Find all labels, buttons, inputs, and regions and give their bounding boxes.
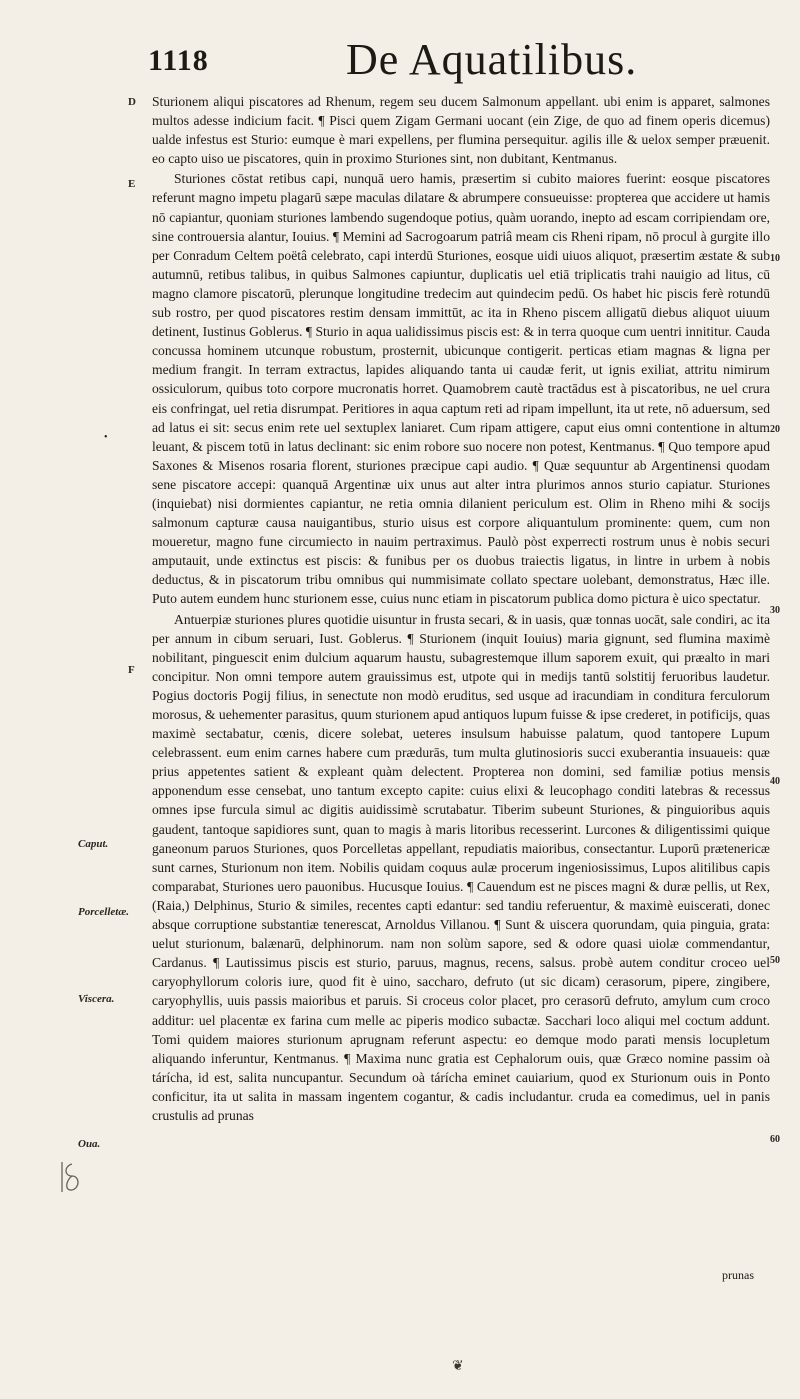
margin-note-viscera: Viscera. xyxy=(78,993,115,1005)
margin-numeral-60: 60 xyxy=(770,1134,780,1145)
margin-note-porcellete: Porcelletæ. xyxy=(78,906,130,918)
margin-numeral-30: 30 xyxy=(770,605,780,616)
margin-numeral-40: 40 xyxy=(770,776,780,787)
running-title: De Aquatilibus. xyxy=(346,35,638,84)
margin-numeral-50: 50 xyxy=(770,955,780,966)
margin-letter-f: F xyxy=(128,664,135,676)
paragraph: Antuerpiæ sturiones plures quotidie uisuntur in frusta secari, & in uasis, quæ tonnas uocāt, sale condiri, ac ita per annum in cibum seruari, Iust. Goblerus. ¶ Sturionem (inquit Iouius) maria gignunt, sed flumina maximè nobilitant, pinguescit enim dulcium aquarum haustu, subagrestemque illum saporem exuit, qui præalto in mari concipitur. Non omni tempore autem grauissimus est, utpote qui in medijs tantū solstitij feruoribus laudetur. Pogius doctoris Pogij filius, in senectute non modò eruditus, sed usque ad iracundiam in conditura ferculorum morosus, & uehementer parasitus, quum sturionem apud antiquos lupum fuisse & ipse crederet, in potificijs, quas maximè sectabatur, cœnis, dicere solebat, ueteres insulsum habuisse palatum, quod tantopere Lupum celebrassent. eum enim carnes habere cum prædurās, tum multa glutinosioris succi exuberantia insuaueis: quæ prius appetentes satient & expleant quàm delectent. Propterea non domini, sed familiæ potius mensis apponendum esse censebat, uno tantum excepto capite: cuius elixi & leucophago conditi latebras & recessus omnes ipse furcula simul ac digitis auidissimè scrutabatur. Tiberim subeunt Sturiones, & pinguioribus aquis gaudent, tantoque sapidiores sunt, quan to magis à maris litoribus recesserint. Lurcones & diligentissimi quique ganeonum paruos Sturiones, quos Porcelletas appellant, repudiatis maioribus, consectantur. Luporū prætenericæ sunt carnes, Sturionum non item. Nobilis quidam coquus aulæ procerum ingeniosissimus, Lupos alitilibus capis comparabat, Sturiones uero pauonibus. Hucusque Iouius. ¶ Cauendum est ne pisces magni & duræ pellis, ut Rex, (Raia,) Delphinus, Sturio & similes, recentes capti edantur: sed tandiu referuentur, & maximè euiscerati, donec absque corruptione substantiæ tenerescat, Arnoldus Villanou. ¶ Sunt & uiscera quorundam, quia pinguia, grata: uelut sturionum, balænarū, delphinorum. nam non solùm sapore, sed & odore quasi uiolæ commendantur, Cardanus. ¶ Lautissimus piscis est sturio, paruus, magnus, recens, salsus. probè autem conditur croceo uel caryophyllorum coloris iure, quod fit è uino, saccharo, defruto (ut sic dicam) cerasorum, pipere, zingibere, caryophyllis, uuis passis maioribus et paruis. Si croceus color placet, pro cerasorū defruto, amylum cum croco additur: uel placentæ ex farina cum melle ac piperis modico subactæ. Sacchari loco aliqui mel coctum addunt. Tomi quidem maiores sturionum aprugnam referunt aspectu: eo demque modo parati mensis locupletum aliquando inferuntur, Kentmanus. ¶ Maxima nunc gratia est Cephalorum ouis, quæ Græco nomine passim oà tárícha, id est, salita nuncupantur. Secundum oà tárícha eminet cauiarium, quod ex Sturionum ouis in Ponto conficitur, ita ut salita in massam ingentem cogantur, & cadis includantur. cruda ea comedimus, uel in panis crustulis ad prunas xyxy=(152,611,770,1123)
ornament-icon: ❦ xyxy=(452,1359,464,1374)
margin-numeral-10: 10 xyxy=(770,253,780,264)
catchword: prunas xyxy=(722,1268,754,1282)
margin-letter-d: D xyxy=(128,96,136,108)
folio-number: 1118 xyxy=(148,44,209,77)
margin-numeral-20: 20 xyxy=(770,424,780,435)
margin-note-oua: Oua. xyxy=(78,1138,101,1150)
paragraph: Sturionem aliqui piscatores ad Rhenum, regem seu ducem Salmonum appellant. ubi enim is apparet, salmones multos adesse indicium facit. ¶ Pisci quem Zigam Germani uocant (ein Zige, de quo ad finem operis dicemus) ualde infestus est Sturio: eumque è mari expellens, per flumina persequitur. agilis ille & uelox semper præuenit. eo capto uiso ue piscatores, quin in proximo Sturiones sint, non dubitant, Kentmanus. xyxy=(152,94,770,167)
margin-dot: • xyxy=(104,432,108,443)
margin-note-caput: Caput. xyxy=(78,838,109,850)
paragraph: Sturiones cōstat retibus capi, nunquā uero hamis, præsertim si cubito maiores fuerint: eosque piscatores referunt magno impetu plagarū sæpe maculas dilatare & abrumpere consueuisse: propterea que accidere ut hamis nō capiantur, quoniam sturiones lambendo sugendoque potius, quàm uorando, inepto ad escam corripiendam ore, sine controuersia alantur, Iouius. ¶ Memini ad Sacrogoarum patriâ meam cis Rheni ripam, nō procul à gurgite illo per Conradum Celtem poëtâ celebrato, capi interdū Sturiones, eosque uidi uiuos aliquot, præsertim æstate & sub autumnū, retibus talibus, in quibus Salmones capiuntur, duplicatis uel etiā triplicatis trahi nauigio ad litus, cū magno clamore piscatorū, plerunque longitudine tredecim aut quindecim pedū. Os habet hic piscis ferè rotundū sub rostro, per quod piscatores restim densam immittūt, ac ita in Rheno piscem alligatū diebus aliquot uiuum detinent, Iustinus Goblerus. ¶ Sturio in aqua ualidissimus piscis est: & in terra quoque cum uentri innititur. Cauda concussa hominem utcunque robustum, prosternit, ubicunque contigerit. perticas etiam magnas & ligna per medium frangit. In terram extractus, lapides aliquando tanta ui caudæ ferit, ut ignis exiliat, attritu nimirum ossiculorum, quibus toto corpore mucronatis horret. Quamobrem cautè tractādus est à piscatoribus, ne uel crura eis confringat, uel retia disrumpat. Peritiores in aqua captum reti ad ripam impellunt, ita ut rete, nō aduersum, sed ad latus ei sit: secus enim rete uel sextuplex laniaret. Cum ripam attigere, caput eius omni contentione in altum leuant, & piscem totū in latus declinant: sic enim robore suo nocere non potest, Kentmanus. ¶ Quo tempore apud Saxones & Misenos rosaria florent, sturiones præcipue capi audio. ¶ Quæ sequuntur ab Argentinensi quodam sene piscatore accepi: quanquā Argentinæ uix unus aut alter intra plurimos annos sturio capiatur. Sturiones (inquiebat) nisi dormientes capiantur, ne retia omnia dilanient periculum est. Olim in Rheno mihi & socijs salmonum capturæ causa nauigantibus, sturio uisus est corpore aliquantulum prominente: quem, cum non moueretur, magno fune circumiecto in nauim pertraximus. Paulò pòst experrecti rostrum unus è nobis securi amputauit, unde extinctus est piscis: & funibus per os duobus traiectis ligatus, in lintre in urbem à nobis deductus, & in piscatorum tribu omnibus qui nummisimate collato spectare uolebant, demonstratus, Hæc ille. Puto autem eundem hunc sturionem esse, cuius nunc etiam in piscatorum publica domo pictura è uico spectatur. xyxy=(152,171,770,607)
pencil-mark xyxy=(56,1158,82,1196)
margin-letter-e: E xyxy=(128,178,136,190)
main-text xyxy=(152,92,770,1125)
